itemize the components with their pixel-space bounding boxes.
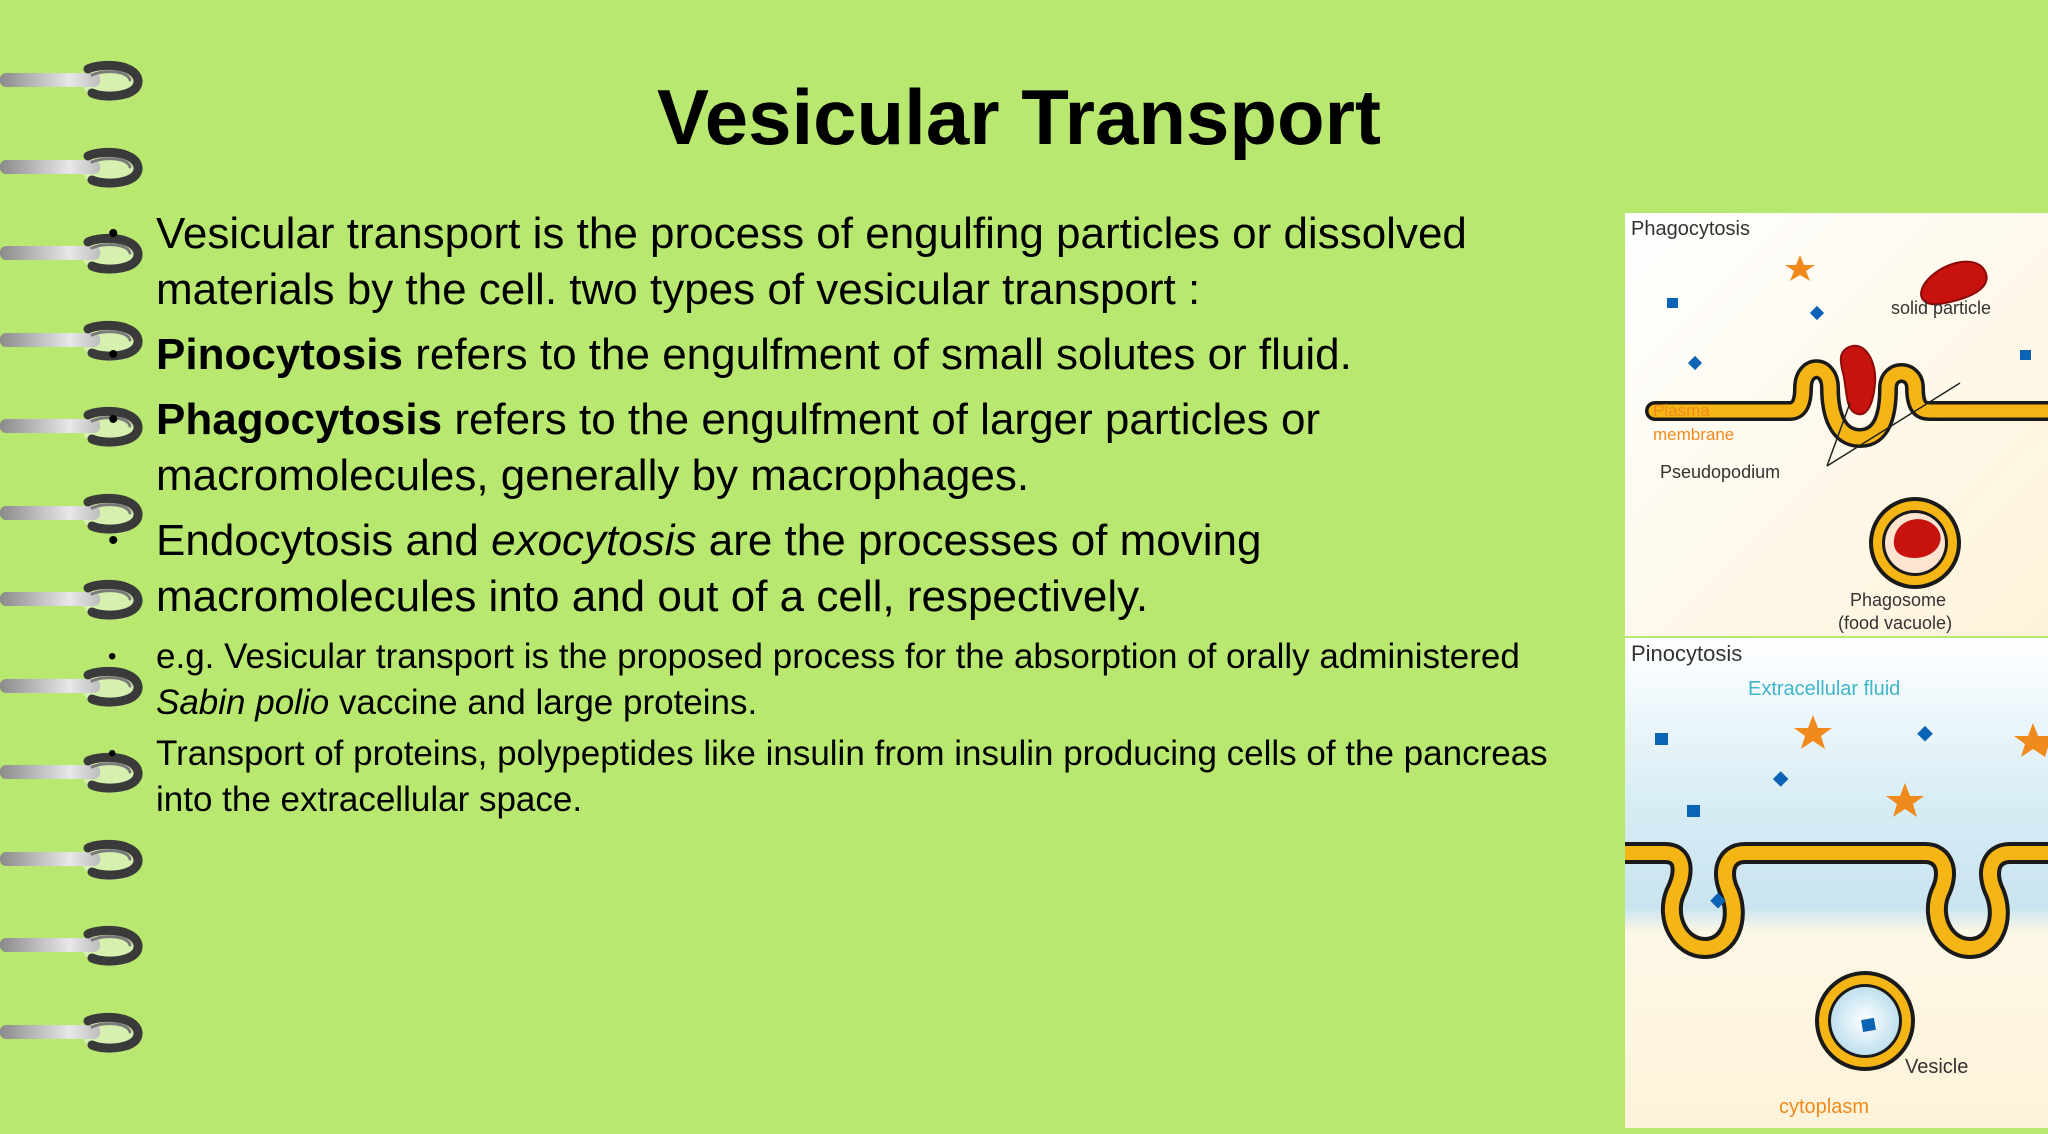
spiral-ring [0,834,150,884]
bullet-text: Vesicular transport is the process of engulfing particles or dissolved materials by the cell. two types of vesicular transport : [156,209,1467,314]
bullet-list [102,206,1592,828]
bullet-item [102,392,1592,504]
bullet-dot: • [108,740,117,767]
svg-text:Pinocytosis: Pinocytosis [1631,641,1743,666]
pinocytosis-panel [1625,638,2048,1128]
bullet-dot: • [108,338,119,371]
bullet-text: exocytosis [491,516,697,565]
bullet-text: e.g. Vesicular transport is the proposed process for the absorption of orally administered [156,637,1520,676]
slide-title: Vesicular Transport [657,73,1381,161]
svg-text:solid particle: solid particle [1891,298,1992,318]
svg-text:Plasma: Plasma [1653,401,1710,420]
svg-text:Phagocytosis: Phagocytosis [1631,218,1750,240]
bullet-dot: • [108,403,119,436]
bullet-text: Sabin polio [156,683,330,722]
bullet-text: vaccine and large proteins. [329,683,758,722]
bullet-text: are the processes of moving macromolecules into and out of a cell, respectively. [156,516,1262,621]
phagocytosis-panel [1625,213,2048,636]
bullet-item [102,206,1592,318]
svg-text:membrane: membrane [1653,425,1735,444]
vesicular-transport-figure [1625,213,2048,1128]
bullet-text: Phagocytosis [156,395,443,444]
bullet-item [102,731,1592,823]
svg-text:Vesicle: Vesicle [1905,1056,1969,1078]
bullet-dot: • [108,217,119,250]
bullet-item [102,634,1592,726]
bullet-text: Transport of proteins, polypeptides like insulin from insulin producing cells of the pancreas into the extracellular space. [156,734,1548,819]
bullet-text: Endocytosis and [156,516,492,565]
svg-text:Phagosome: Phagosome [1850,590,1947,610]
spiral-ring [0,1007,150,1057]
bullet-dot: • [108,643,117,670]
svg-text:(food vacuole): (food vacuole) [1838,613,1953,633]
svg-text:cytoplasm: cytoplasm [1779,1096,1870,1118]
bullet-item [102,513,1592,625]
bullet-text: refers to the engulfment of larger particles or macromolecules, generally by macrophages. [156,395,1321,500]
bullet-dot: • [108,524,119,557]
spiral-ring [0,920,150,970]
svg-text:Pseudopodium: Pseudopodium [1660,462,1781,482]
bullet-text: Pinocytosis [156,330,403,379]
bullet-item [102,327,1592,383]
bullet-text: refers to the engulfment of small solutes or fluid. [402,330,1352,379]
svg-text:Extracellular fluid: Extracellular fluid [1748,678,1901,700]
